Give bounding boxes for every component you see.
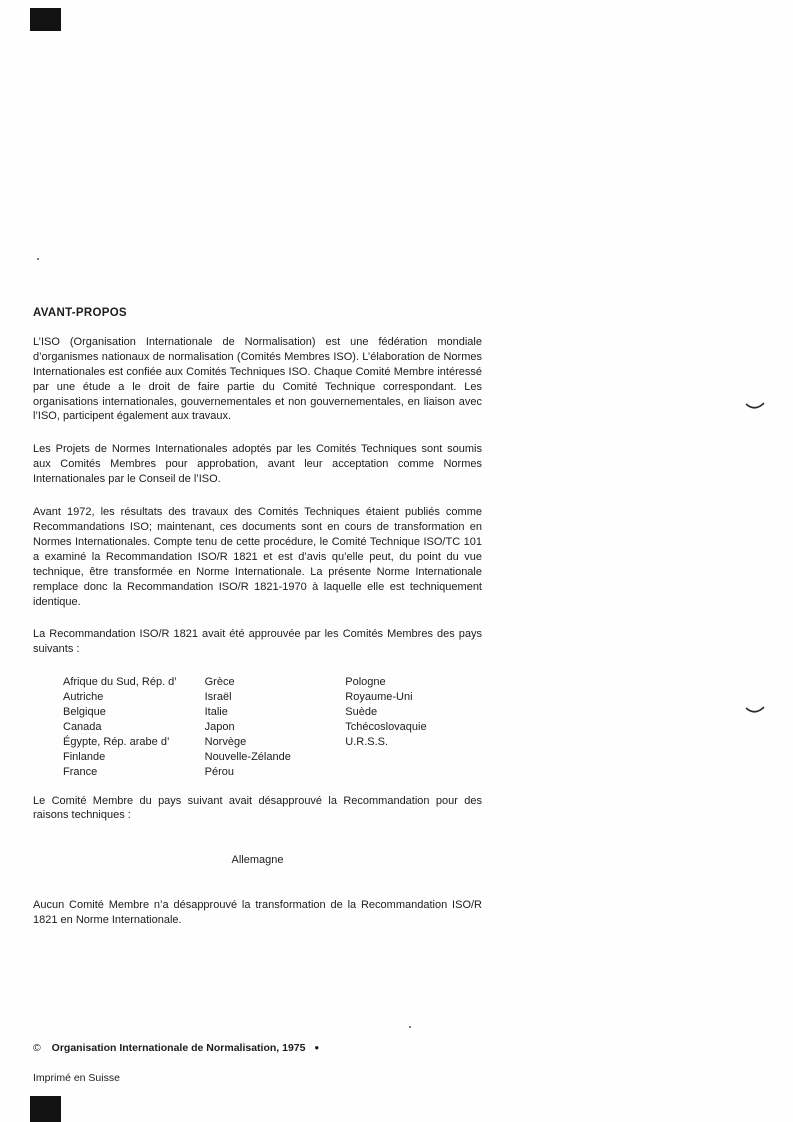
bottom-left-corner-mark <box>30 1096 61 1122</box>
country-item: Norvège <box>204 735 247 748</box>
bullet-icon: ● <box>314 1043 320 1052</box>
country-item: Autriche <box>63 691 104 704</box>
paragraph: Le Comité Membre du pays suivant avait désapprouvé la Recommandation pour des raisons techniques : <box>33 794 482 822</box>
paragraph: Avant 1972, les résultats des travaux des Comités Techniques étaient publiés comme Recommandations ISO; maintenant, ces documents sont en cours de transformation en Normes Internationales. Compte tenu de cette procédure, le Comité Technique ISO/TC 101 a examiné la Recommandation ISO/R 1821 et est d’avis qu’elle peut, du point du vue technique, être transformée en Norme Internationale. La présente Norme Internationale remplace donc la Recommandation ISO/R 1821-1970 à laquelle elle est techniquement identique. <box>33 506 482 608</box>
page-footer <box>33 1041 319 1085</box>
country-item: Égypte, Rép. arabe d’ <box>63 735 170 748</box>
country-item: Canada <box>63 720 102 733</box>
paragraph: Les Projets de Normes Internationales adoptés par les Comités Techniques sont soumis aux Comités Membres pour approbation, avant leur acceptation comme Normes Internationales par le Conseil de l’ISO. <box>33 443 482 486</box>
country-item: France <box>63 765 98 778</box>
scan-speck <box>409 1026 411 1028</box>
countries-column-2 <box>205 675 346 779</box>
country-item: U.R.S.S. <box>345 735 389 748</box>
country-item: Pologne <box>345 676 386 689</box>
right-edge-registration-mark <box>745 400 765 412</box>
scan-speck <box>37 258 39 260</box>
printed-in-line: Imprimé en Suisse <box>33 1072 120 1084</box>
copyright-line <box>33 1041 319 1055</box>
paragraph: La Recommandation ISO/R 1821 avait été approuvée par les Comités Membres des pays suivants : <box>33 628 482 656</box>
copyright-text: Organisation Internationale de Normalisation, 1975 <box>51 1042 306 1054</box>
country-item: Afrique du Sud, Rép. d’ <box>63 676 177 689</box>
paragraph: Aucun Comité Membre n’a désapprouvé la transformation de la Recommandation ISO/R 1821 en Norme Internationale. <box>33 899 482 927</box>
country-item: Pérou <box>204 765 234 778</box>
country-item: Belgique <box>63 706 106 719</box>
copyright-symbol: © <box>33 1042 41 1054</box>
countries-column-1 <box>63 675 205 779</box>
country-item: Finlande <box>63 750 106 763</box>
country-item: Italie <box>204 706 228 719</box>
right-edge-registration-mark <box>745 704 765 716</box>
foreword-section <box>33 306 482 946</box>
country-item: Suède <box>345 706 378 719</box>
approving-countries-list <box>63 675 482 779</box>
paragraph: L’ISO (Organisation Internationale de Normalisation) est une fédération mondiale d’organismes nationaux de normalisation (Comités Membres ISO). L’élaboration de Normes Internationales est confiée aux Comités Techniques ISO. Chaque Comité Membre intéressé par une étude a le droit de faire partie du Comité Technique correspondant. Les organisations internationales, gouvernementales et non gouvernementales, en liaison avec l’ISO, participent également aux travaux. <box>33 335 482 423</box>
country-item: Japon <box>204 720 235 733</box>
countries-column-3 <box>345 675 482 779</box>
country-item: Grèce <box>204 676 235 689</box>
country-item: Israël <box>204 691 232 704</box>
top-left-corner-mark <box>30 8 61 31</box>
country-item: Royaume-Uni <box>345 691 413 704</box>
country-item: Tchécoslovaquie <box>345 720 427 733</box>
disapproving-country: Allemagne <box>231 854 284 867</box>
page-title: AVANT-PROPOS <box>33 307 127 319</box>
country-item: Nouvelle-Zélande <box>204 750 291 763</box>
